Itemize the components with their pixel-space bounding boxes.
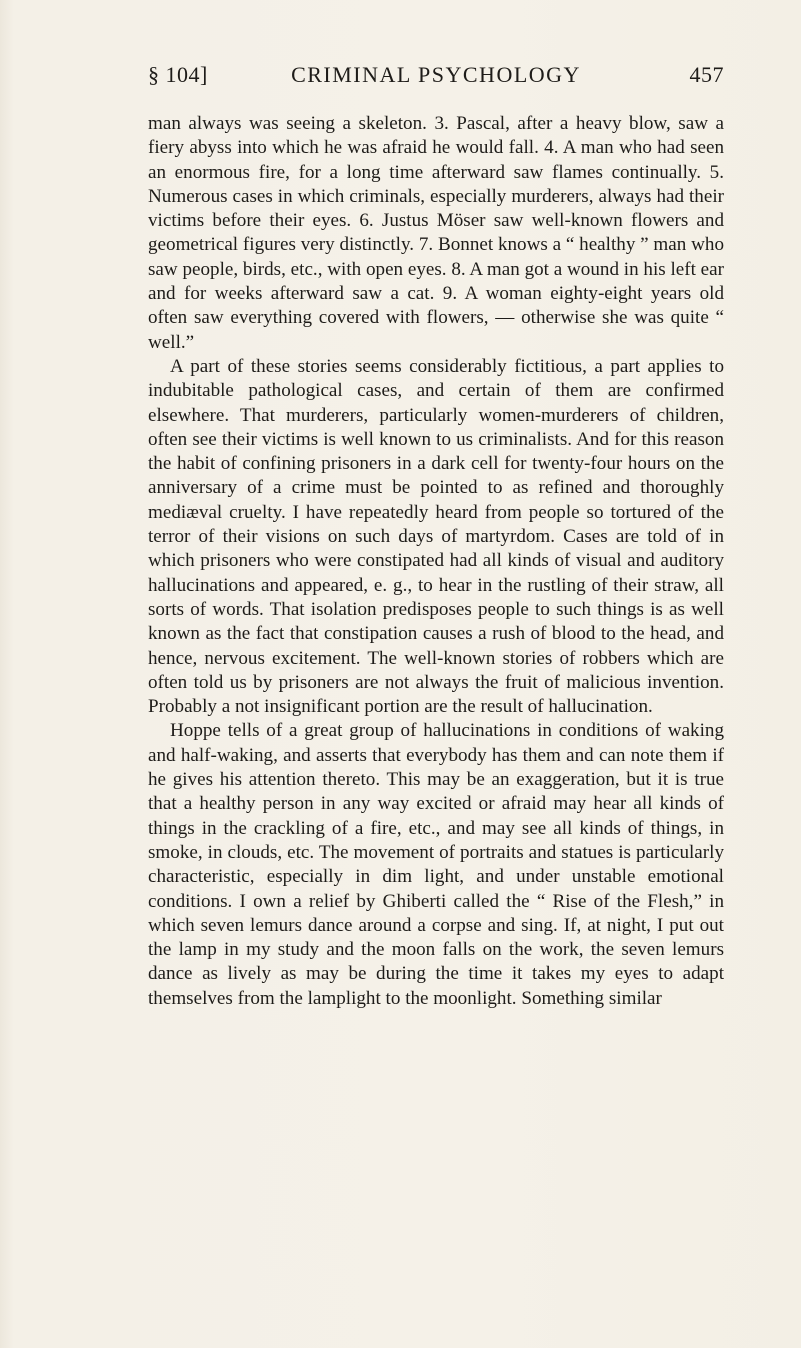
body-text [148,112,724,1011]
section-number: § 104] [148,62,208,87]
paragraph-fictitious-stories: A part of these stories seems considerably fictitious, a part applies to indubitable pathological cases, and certain of them are confirmed elsewhere. That murderers, particularly women-murderers of children, often see their victims is well known to us criminalists. And for this reason the habit of confining prisoners in a dark cell for twenty-four hours on the anniversary of a crime must be pointed to as refined and thoroughly mediæval cruelty. I have repeatedly heard from people so tortured of the terror of their visions on such days of martyrdom. Cases are told of in which prisoners who were constipated had all kinds of visual and auditory hallucinations and appeared, e. g., to hear in the rustling of their straw, all sorts of words. That isolation predisposes people to such things is as well known as the fact that constipation causes a rush of blood to the head, and hence, nervous excitement. The well-known stories of robbers which are often told us by prisoners are not always the fruit of malicious invention. Probably a not insignificant portion are the result of hallucination. [148,355,724,718]
running-head [148,62,724,94]
paragraph-continued: man always was seeing a skeleton. 3. Pascal, after a heavy blow, saw a fiery abyss into which he was afraid he would fall. 4. A man who had seen an enormous fire, for a long time afterward saw flames continually. 5. Numerous cases in which criminals, especially murderers, always had their victims before their eyes. 6. Justus Möser saw well-known flowers and geometrical figures very distinctly. 7. Bonnet knows a “ healthy ” man who saw people, birds, etc., with open eyes. 8. A man got a wound in his left ear and for weeks afterward saw a cat. 9. A woman eighty-eight years old often saw everything covered with flowers, — otherwise she was quite “ well.” [148,113,724,353]
book-title: CRIMINAL PSYCHOLOGY [291,62,581,87]
page-number: 457 [689,62,724,87]
paragraph-hoppe: Hoppe tells of a great group of hallucinations in conditions of waking and half-waking, and asserts that everybody has them and can note them if he gives his attention thereto. This may be an exaggeration, but it is true that a healthy person in any way excited or afraid may hear all kinds of things in the crackling of a fire, etc., and may see all kinds of things, in smoke, in clouds, etc. The movement of portraits and statues is particularly characteristic, especially in dim light, and under unstable emotional conditions. I own a relief by Ghiberti called the “ Rise of the Flesh,” in which seven lemurs dance around a corpse and sing. If, at night, I put out the lamp in my study and the moon falls on the work, the seven lemurs dance as lively as may be during the time it takes my eyes to adapt themselves from the lamplight to the moonlight. Something similar [148,720,724,1009]
